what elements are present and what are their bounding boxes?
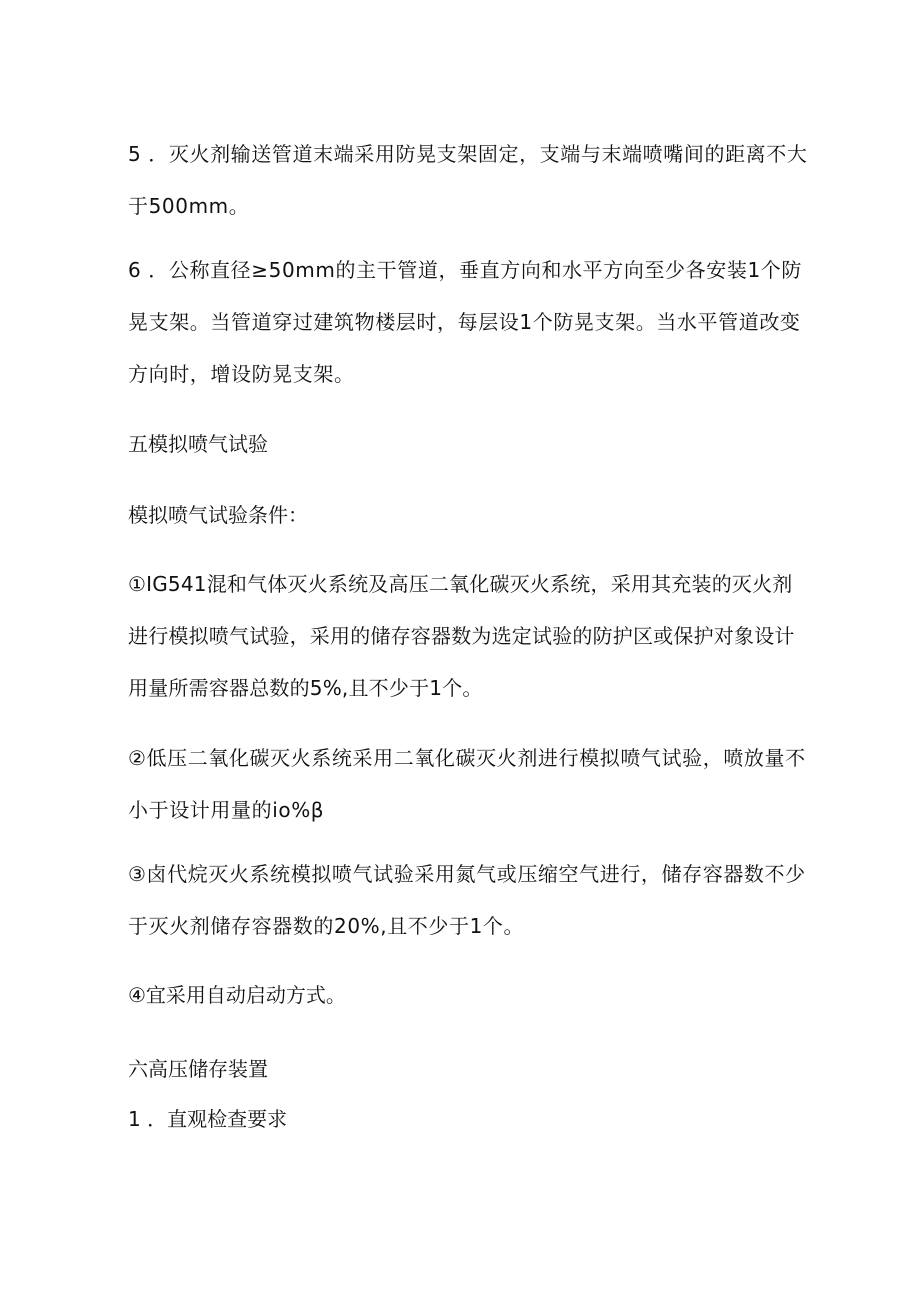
condition-item-4: ④宜采用自动启动方式。 [128,983,346,1007]
section-heading-six: 六高压储存装置 [128,1057,268,1081]
conditions-title: 模拟喷气试验条件： [128,503,308,527]
section-heading-five: 五模拟喷气试验 [128,432,268,456]
condition-item-3: ③卤代烷灭火系统模拟喷气试验采用氮气或压缩空气进行，储存容器数不少于灭火剂储存容器数的20%,且不少于1个。 [128,862,806,938]
condition-item-1: ①IG541混和气体灭火系统及高压二氧化碳灭火系统，采用其充装的灭火剂进行模拟喷气试验，采用的储存容器数为选定试验的防护区或保护对象设计用量所需容器总数的5%,且不少于1个。 [128,572,795,700]
paragraph-item-6: 6 ．公称直径≥50mm的主干管道，垂直方向和水平方向至少各安装1个防晃支架。当管道穿过建筑物楼层时，每层设1个防晃支架。当水平管道改变方向时，增设防晃支架。 [128,258,802,386]
paragraph-item-5: 5 ．灭火剂输送管道末端采用防晃支架固定，支端与末端喷嘴间的距离不大于500mm。 [128,142,808,218]
sub-item-1: 1 ．直观检查要求 [128,1107,288,1131]
condition-item-2: ②低压二氧化碳灭火系统采用二氧化碳灭火剂进行模拟喷气试验，喷放量不小于设计用量的io%β [128,746,806,822]
